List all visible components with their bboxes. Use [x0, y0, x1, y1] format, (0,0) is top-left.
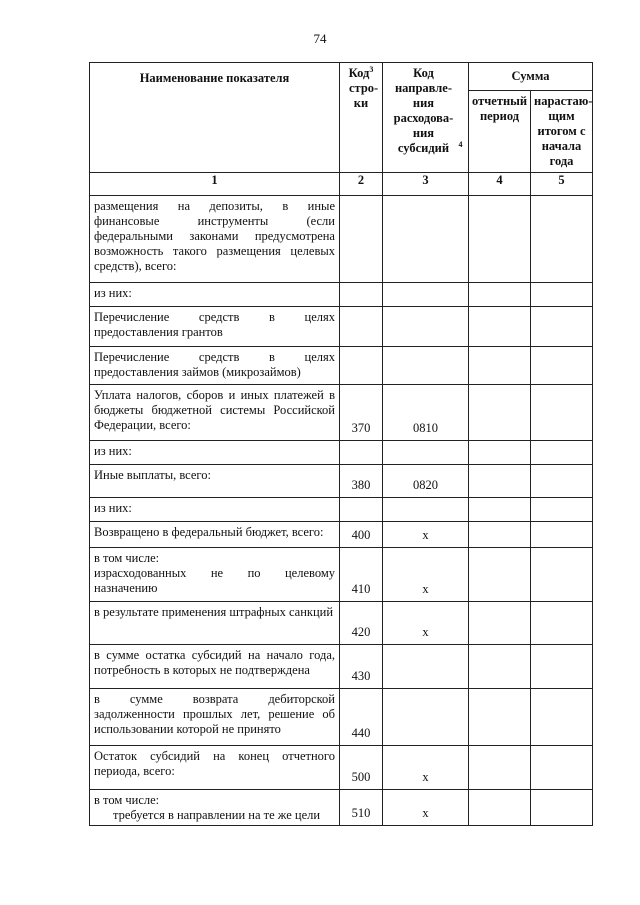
row-sum-reporting	[469, 548, 531, 602]
row-code: 430	[340, 645, 383, 689]
row-code: 370	[340, 385, 383, 441]
row-name: в результате применения штрафных санкций	[90, 602, 340, 645]
row-code: 400	[340, 522, 383, 548]
row-sum-reporting	[469, 498, 531, 522]
row-sum-reporting	[469, 790, 531, 826]
row-sum-cumulative	[531, 522, 593, 548]
table-row	[90, 465, 593, 498]
column-number: 4	[469, 173, 531, 196]
table-row	[90, 283, 593, 307]
row-sum-cumulative	[531, 645, 593, 689]
row-name: Уплата налогов, сборов и иных платежей в бюджеты бюджетной системы Российской Федерации, всего:	[90, 385, 340, 441]
row-sum-cumulative	[531, 498, 593, 522]
row-name: Иные выплаты, всего:	[90, 465, 340, 498]
row-code	[340, 347, 383, 385]
row-sum-reporting	[469, 602, 531, 645]
column-number: 5	[531, 173, 593, 196]
table-row	[90, 548, 593, 602]
row-code: 510	[340, 790, 383, 826]
row-direction-code: x	[383, 548, 469, 602]
table-row	[90, 196, 593, 283]
row-sum-cumulative	[531, 548, 593, 602]
row-direction-code: 0820	[383, 465, 469, 498]
row-name: из них:	[90, 498, 340, 522]
column-number: 3	[383, 173, 469, 196]
table-row	[90, 522, 593, 548]
row-sum-reporting	[469, 689, 531, 746]
header-direction: Код направле-ния расходова-ния субсидий $^4$	[383, 63, 469, 173]
row-sum-cumulative	[531, 790, 593, 826]
row-sum-cumulative	[531, 602, 593, 645]
header-code: Код$^3$ стро-ки	[340, 63, 383, 173]
table-row	[90, 645, 593, 689]
header-cumulative: нарастаю-щим итогом с начала года	[531, 91, 593, 173]
row-code	[340, 307, 383, 347]
row-code	[340, 283, 383, 307]
row-sum-cumulative	[531, 307, 593, 347]
row-direction-code	[383, 347, 469, 385]
row-direction-code	[383, 307, 469, 347]
row-direction-code	[383, 283, 469, 307]
row-sum-reporting	[469, 347, 531, 385]
row-name: в сумме остатка субсидий на начало года, потребность в которых не подтверждена	[90, 645, 340, 689]
row-code	[340, 441, 383, 465]
row-direction-code	[383, 441, 469, 465]
row-name: Перечисление средств в целях предоставления грантов	[90, 307, 340, 347]
header-name: Наименование показателя	[90, 63, 340, 173]
row-code: 410	[340, 548, 383, 602]
row-sum-reporting	[469, 645, 531, 689]
row-direction-code: x	[383, 522, 469, 548]
row-sum-reporting	[469, 385, 531, 441]
row-direction-code	[383, 645, 469, 689]
row-sum-cumulative	[531, 283, 593, 307]
row-name: из них:	[90, 283, 340, 307]
table-row	[90, 441, 593, 465]
row-sum-reporting	[469, 196, 531, 283]
row-name: в том числе: израсходованных не по целевому назначению	[90, 548, 340, 602]
row-direction-code	[383, 196, 469, 283]
row-sum-cumulative	[531, 465, 593, 498]
header-reporting-period: отчетный период	[469, 91, 531, 173]
row-sum-cumulative	[531, 689, 593, 746]
row-name: Возвращено в федеральный бюджет, всего:	[90, 522, 340, 548]
row-sum-reporting	[469, 465, 531, 498]
table-row	[90, 347, 593, 385]
row-direction-code: 0810	[383, 385, 469, 441]
row-sum-cumulative	[531, 347, 593, 385]
column-number: 1	[90, 173, 340, 196]
row-code: 420	[340, 602, 383, 645]
row-direction-code: x	[383, 602, 469, 645]
row-name: Перечисление средств в целях предоставления займов (микрозаймов)	[90, 347, 340, 385]
table-row	[90, 385, 593, 441]
table-row	[90, 307, 593, 347]
column-number: 2	[340, 173, 383, 196]
row-code	[340, 196, 383, 283]
row-code	[340, 498, 383, 522]
row-direction-code: x	[383, 790, 469, 826]
row-sum-cumulative	[531, 441, 593, 465]
row-code: 380	[340, 465, 383, 498]
column-numbers-row	[90, 173, 593, 196]
row-name: размещения на депозиты, в иные финансовые инструменты (если федеральными законами предусмотрена возможность такого размещения целевых средств), всего:	[90, 196, 340, 283]
row-code: 500	[340, 746, 383, 790]
row-sum-reporting	[469, 283, 531, 307]
row-sum-reporting	[469, 522, 531, 548]
table-row	[90, 746, 593, 790]
row-name: в сумме возврата дебиторской задолженности прошлых лет, решение об использовании которой не принято	[90, 689, 340, 746]
table-row	[90, 498, 593, 522]
row-name: из них:	[90, 441, 340, 465]
row-sum-cumulative	[531, 196, 593, 283]
table-row	[90, 790, 593, 826]
page-number: 74	[313, 31, 327, 46]
row-sum-reporting	[469, 307, 531, 347]
row-sum-cumulative	[531, 746, 593, 790]
row-sum-reporting	[469, 746, 531, 790]
table-row	[90, 689, 593, 746]
row-direction-code: x	[383, 746, 469, 790]
row-code: 440	[340, 689, 383, 746]
row-sum-reporting	[469, 441, 531, 465]
row-direction-code	[383, 498, 469, 522]
header-sum: Сумма	[469, 63, 593, 91]
row-sum-cumulative	[531, 385, 593, 441]
row-name: Остаток субсидий на конец отчетного периода, всего:	[90, 746, 340, 790]
row-direction-code	[383, 689, 469, 746]
report-table	[89, 62, 593, 826]
table-row	[90, 602, 593, 645]
row-name: в том числе: требуется в направлении на те же цели	[90, 790, 340, 826]
